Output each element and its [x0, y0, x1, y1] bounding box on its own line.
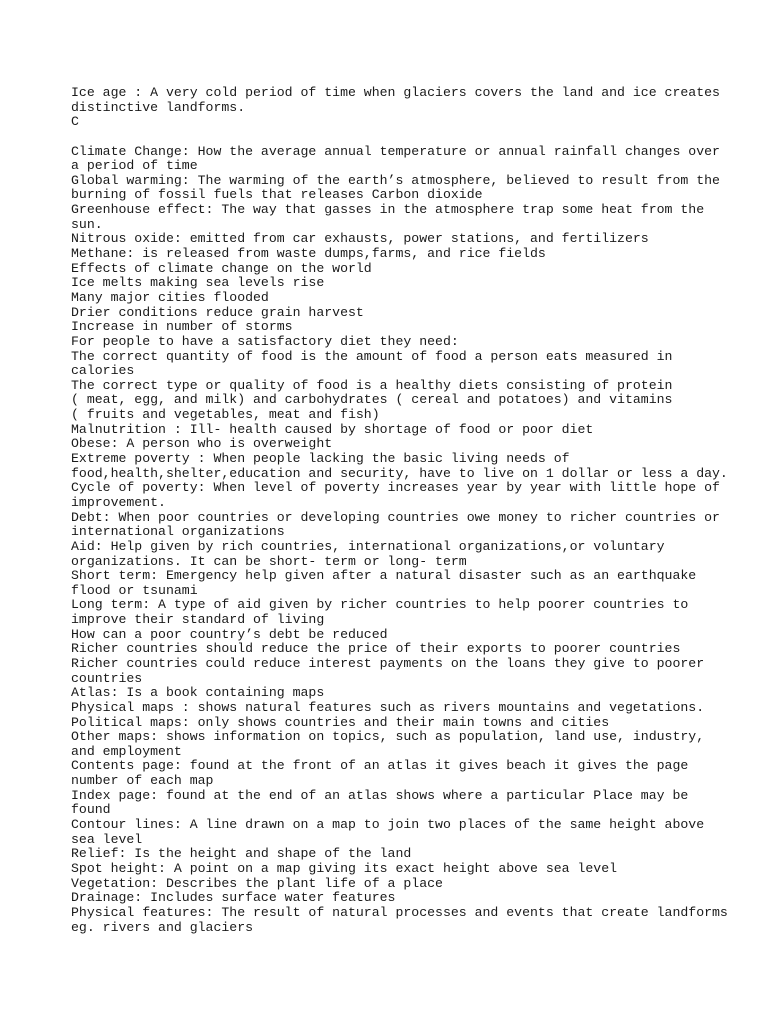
text-line: The correct type or quality of food is a healthy diets consisting of protein: [71, 377, 673, 393]
text-line: Drier conditions reduce grain harvest: [71, 304, 364, 320]
text-line: Increase in number of storms: [71, 319, 293, 335]
text-line: Aid: Help given by rich countries, international organizations,or voluntary: [71, 538, 665, 554]
text-line: Ice age : A very cold period of time when glaciers covers the land and ice creates: [71, 85, 720, 100]
text-line: flood or tsunami: [71, 582, 198, 598]
text-line: Vegetation: Describes the plant life of a place: [71, 875, 443, 891]
text-line: international organizations: [71, 524, 285, 540]
text-line: Extreme poverty : When people lacking the basic living needs of: [71, 451, 570, 467]
text-line: Contour lines: A line drawn on a map to join two places of the same height above: [71, 817, 705, 833]
text-line: improve their standard of living: [71, 612, 325, 628]
text-line: sun.: [71, 216, 103, 232]
text-line: Methane: is released from waste dumps,farms, and rice fields: [71, 246, 546, 262]
text-line: countries: [71, 670, 143, 686]
text-line: Richer countries should reduce the price of their exports to poorer countries: [71, 641, 681, 657]
text-line: Debt: When poor countries or developing countries owe money to richer countries or: [71, 509, 720, 525]
text-line: Index page: found at the end of an atlas shows where a particular Place may be: [71, 787, 689, 803]
text-line: eg. rivers and glaciers: [71, 919, 254, 935]
text-line: The correct quantity of food is the amount of food a person eats measured in: [71, 348, 673, 364]
text-line: Drainage: Includes surface water features: [71, 890, 396, 906]
text-line: ( meat, egg, and milk) and carbohydrates ( cereal and potatoes) and vitamins: [71, 392, 673, 408]
text-line: ( fruits and vegetables, meat and fish): [71, 407, 380, 423]
blank-line: [71, 130, 721, 145]
text-line: Contents page: found at the front of an atlas it gives beach it gives the page: [71, 758, 689, 774]
text-line: How can a poor country’s debt be reduced: [71, 626, 388, 642]
text-line: Relief: Is the height and shape of the land: [71, 846, 412, 862]
text-line: calories: [71, 363, 135, 379]
text-line: Malnutrition : Ill- health caused by shortage of food or poor diet: [71, 421, 594, 437]
text-line: Richer countries could reduce interest payments on the loans they give to poorer: [71, 655, 705, 671]
text-line: Atlas: Is a book containing maps: [71, 685, 325, 701]
text-line: food,health,shelter,education and security, have to live on 1 dollar or less a day.: [71, 465, 728, 481]
text-line: distinctive landforms.: [71, 99, 246, 115]
text-line: Global warming: The warming of the earth’s atmosphere, believed to result from the: [71, 172, 720, 188]
text-line: Other maps: shows information on topics, such as population, land use, industry,: [71, 729, 705, 745]
text-line: Ice melts making sea levels rise: [71, 275, 325, 291]
text-line: Political maps: only shows countries and their main towns and cities: [71, 714, 610, 730]
text-line: Nitrous oxide: emitted from car exhausts, power stations, and fertilizers: [71, 231, 649, 247]
text-line: Long term: A type of aid given by richer countries to help poorer countries to: [71, 597, 689, 613]
text-line: Physical features: The result of natural processes and events that create landforms: [71, 904, 728, 920]
text-line: C: [71, 114, 79, 130]
text-line: improvement.: [71, 494, 166, 510]
text-line: Greenhouse effect: The way that gasses in the atmosphere trap some heat from the: [71, 202, 705, 218]
text-line: Physical maps : shows natural features such as rivers mountains and vegetations.: [71, 699, 705, 715]
text-line: and employment: [71, 743, 182, 759]
text-line: Effects of climate change on the world: [71, 260, 372, 276]
text-line: organizations. It can be short- term or long- term: [71, 553, 467, 569]
text-line: Short term: Emergency help given after a natural disaster such as an earthquake: [71, 568, 697, 584]
text-line: Spot height: A point on a map giving its exact height above sea level: [71, 860, 618, 876]
text-line: Climate Change: How the average annual temperature or annual rainfall changes over: [71, 143, 720, 159]
text-line: found: [71, 802, 111, 818]
text-line: a period of time: [71, 158, 198, 174]
text-line: sea level: [71, 831, 143, 847]
text-line: burning of fossil fuels that releases Carbon dioxide: [71, 187, 483, 203]
text-line: Many major cities flooded: [71, 289, 269, 305]
document-body: [71, 85, 728, 935]
text-line: For people to have a satisfactory diet they need:: [71, 333, 459, 349]
text-line: Obese: A person who is overweight: [71, 436, 333, 452]
text-line: Cycle of poverty: When level of poverty increases year by year with little hope of: [71, 480, 720, 496]
text-line: number of each map: [71, 773, 214, 789]
